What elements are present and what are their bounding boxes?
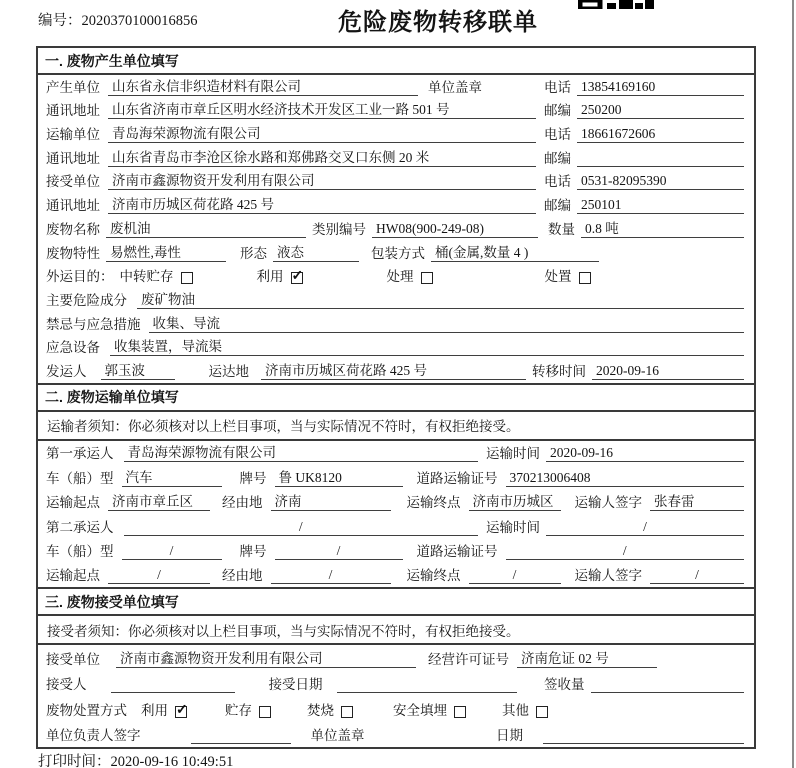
- trait-label: 废物特性: [46, 245, 100, 261]
- checkbox-label: 其他: [502, 702, 529, 718]
- checkbox-label: 贮存: [225, 702, 252, 718]
- checkbox-icon: [181, 272, 193, 284]
- row-first-carrier: [38, 441, 754, 465]
- form-label: 形态: [240, 245, 267, 261]
- first-carrier-label: 第一承运人: [46, 446, 114, 462]
- row-receiving-unit: [38, 645, 754, 671]
- signed-amount-value: [591, 692, 745, 693]
- consignor-label: 发运人: [46, 363, 87, 379]
- row-receiving-person: [38, 671, 754, 697]
- first-carrier-sign-value: 张春雷: [650, 490, 744, 511]
- unit-seal-label: 单位盖章: [310, 728, 365, 744]
- row-waste-trait: [38, 241, 754, 265]
- option-utilize: [141, 699, 187, 719]
- packing-value: 桶(金属,数量 4 ): [431, 241, 599, 262]
- destination-value: 济南市历城区荷花路 425 号: [261, 359, 526, 380]
- second-transport-time-field: [486, 516, 744, 536]
- disposal-label: 废物处置方式: [46, 702, 127, 718]
- transfer-manifest-form: [36, 46, 756, 749]
- first-road-license-value: 370213006408: [506, 470, 745, 487]
- section-transport-header: 二. 废物运输单位填写: [38, 383, 754, 412]
- hazard-value: 废矿物油: [137, 288, 744, 309]
- row-disposal-method: [38, 696, 754, 722]
- row-taboo-measures: [38, 312, 754, 336]
- receiver-zip-value: 250101: [577, 197, 744, 214]
- road-license-label: 道路运输证号: [416, 470, 498, 486]
- first-carrier-value: 青岛海荣源物流有限公司: [124, 441, 479, 462]
- option-transit-storage: [120, 265, 193, 285]
- receiver-unit-value: 济南市鑫源物资开发利用有限公司: [108, 169, 536, 190]
- receiving-unit-value: 济南市鑫源物资开发利用有限公司: [116, 647, 416, 668]
- receiving-person-value: [111, 692, 235, 693]
- permit-label: 经营许可证号: [428, 651, 509, 667]
- row-first-vehicle: [38, 465, 754, 489]
- receiver-address-value: 济南市历城区荷花路 425 号: [108, 193, 536, 214]
- zip-label: 邮编: [544, 198, 571, 214]
- sign-date-field: [496, 724, 744, 744]
- option-utilize: [257, 265, 303, 285]
- receiver-phone-field: [544, 170, 744, 190]
- destination-label: 运达地: [208, 363, 249, 379]
- receiver-notice-text: 你必须核对以上栏目事项，当与实际情况不符时，有权拒绝接受。: [128, 623, 520, 639]
- checkbox-label: 焚烧: [307, 702, 334, 718]
- transport-notice: [38, 412, 754, 441]
- carrier-sign-label: 运输人签字: [574, 495, 642, 511]
- consignor-value: 郭玉波: [101, 359, 175, 380]
- address-label: 通讯地址: [46, 198, 100, 214]
- first-via-value: 济南: [271, 490, 391, 511]
- second-via-value: /: [271, 567, 391, 584]
- receiving-person-label: 接受人: [46, 677, 87, 693]
- trait-value: 易燃性,毒性: [106, 241, 226, 262]
- plate-label: 牌号: [239, 543, 267, 559]
- checkbox-icon: [579, 272, 591, 284]
- equipment-label: 应急设备: [46, 340, 100, 356]
- option-landfill: [393, 699, 466, 719]
- zip-label: 邮编: [544, 150, 571, 166]
- producer-zip-field: [544, 99, 744, 119]
- endpoint-label: 运输终点: [406, 568, 461, 584]
- receiving-date-label: 接受日期: [268, 677, 323, 693]
- first-vehicle-value: 汽车: [122, 466, 222, 487]
- print-time: [38, 750, 233, 768]
- transporter-address-value: 山东省青岛市李沧区徐水路和郑佛路交叉口东侧 20 米: [108, 146, 536, 167]
- first-endpoint-value: 济南市历城区: [469, 490, 561, 511]
- taboo-label: 禁忌与应急措施: [46, 316, 141, 332]
- endpoint-label: 运输终点: [406, 495, 461, 511]
- zip-label: 邮编: [544, 103, 571, 119]
- first-plate-value: 鲁 UK8120: [275, 466, 403, 487]
- packing-label: 包装方式: [371, 245, 425, 261]
- hazard-label: 主要危险成分: [46, 292, 127, 308]
- category-label: 类别编号: [312, 221, 366, 237]
- checkbox-label: 利用: [256, 269, 284, 285]
- checkbox-icon: [341, 706, 353, 718]
- checkbox-icon: [259, 706, 271, 718]
- row-transporter-address: [38, 146, 754, 170]
- vehicle-label: 车（船）型: [46, 470, 114, 486]
- phone-label: 电话: [544, 174, 571, 190]
- second-plate-value: /: [275, 543, 403, 560]
- sign-date-label: 日期: [496, 728, 523, 744]
- checkbox-label: 中转贮存: [119, 269, 174, 285]
- transport-notice-text: 你必须核对以上栏目事项，当与实际情况不符时，有权拒绝接受。: [128, 419, 520, 435]
- transport-notice-label: 运输者须知：: [47, 419, 128, 435]
- producer-zip-value: 250200: [577, 102, 744, 119]
- second-carrier-sign-value: /: [650, 567, 744, 584]
- receiver-zip-field: [544, 194, 744, 214]
- phone-label: 电话: [544, 79, 571, 95]
- checkbox-icon: [291, 272, 303, 284]
- row-second-carrier: [38, 514, 754, 538]
- receiver-unit-label: 接受单位: [46, 174, 100, 190]
- transfer-time-value: 2020-09-16: [592, 363, 744, 380]
- doc-number-value: 2020370100016856: [81, 13, 198, 29]
- section-receiver-header: 三. 废物接受单位填写: [38, 587, 754, 616]
- option-incinerate: [307, 699, 353, 719]
- address-label: 通讯地址: [46, 103, 100, 119]
- row-first-route: [38, 490, 754, 514]
- checkbox-icon: [175, 706, 187, 718]
- print-time-value: 2020-09-16 10:49:51: [110, 754, 234, 768]
- checkbox-label: 安全填埋: [393, 702, 447, 718]
- checkbox-label: 利用: [141, 702, 168, 718]
- page-title: 危险废物转移联单: [338, 9, 538, 36]
- transport-time-label: 运输时间: [486, 519, 540, 535]
- section-producer-header: 一. 废物产生单位填写: [38, 48, 754, 75]
- checkbox-icon: [421, 272, 433, 284]
- page-right-edge: [792, 0, 794, 768]
- row-emergency-equipment: [38, 336, 754, 360]
- row-second-vehicle: [38, 539, 754, 563]
- form-value: 液态: [273, 241, 359, 262]
- vehicle-label: 车（船）型: [46, 543, 114, 559]
- receiver-notice-label: 接受者须知：: [47, 623, 128, 639]
- via-label: 经由地: [222, 495, 263, 511]
- transporter-phone-field: [544, 123, 744, 143]
- quantity-value: 0.8 吨: [581, 217, 744, 238]
- sign-date-value: [543, 743, 744, 744]
- option-storage: [225, 699, 271, 719]
- first-transport-time-value: 2020-09-16: [546, 445, 744, 462]
- receiver-phone-value: 0531-82095390: [577, 173, 744, 190]
- second-endpoint-value: /: [469, 567, 561, 584]
- row-transfer-purpose: [38, 265, 754, 289]
- print-time-label: 打印时间：: [38, 754, 111, 768]
- row-producer-unit: [38, 75, 754, 99]
- road-license-label: 道路运输证号: [416, 543, 498, 559]
- row-receiver-unit: [38, 170, 754, 194]
- checkbox-icon: [536, 706, 548, 718]
- row-hazard-component: [38, 288, 754, 312]
- transporter-phone-value: 18661672606: [577, 126, 744, 143]
- transporter-zip-value: [577, 166, 744, 167]
- row-receiver-address: [38, 193, 754, 217]
- signed-amount-field: [544, 673, 744, 693]
- second-carrier-label: 第二承运人: [46, 519, 114, 535]
- category-value: HW08(900-249-08): [372, 221, 538, 238]
- origin-label: 运输起点: [46, 495, 100, 511]
- row-second-route: [38, 563, 754, 587]
- option-other: [502, 699, 548, 719]
- section-receiver: [38, 587, 754, 747]
- equipment-value: 收集装置，导流渠: [110, 335, 744, 356]
- second-origin-value: /: [108, 567, 210, 584]
- row-manager-sign: [38, 722, 754, 748]
- transfer-time-label: 转移时间: [532, 363, 586, 379]
- row-consignor: [38, 359, 754, 383]
- receiving-unit-label: 接受单位: [46, 651, 100, 667]
- option-dispose: [545, 265, 591, 285]
- purpose-label: 外运目的：: [46, 269, 114, 285]
- checkbox-label: 处置: [544, 269, 572, 285]
- manager-sign-label: 单位负责人签字: [46, 728, 141, 744]
- doc-number-label: 编号：: [38, 13, 82, 29]
- quantity-label: 数量: [548, 221, 575, 237]
- producer-phone-value: 13854169160: [577, 79, 744, 96]
- receiving-date-value: [337, 692, 517, 693]
- unit-seal-label: 单位盖章: [428, 79, 482, 95]
- qr-code-fragment: [578, 0, 654, 9]
- row-transport-unit: [38, 122, 754, 146]
- second-carrier-value: /: [124, 519, 479, 536]
- producer-unit-label: 产生单位: [46, 79, 100, 95]
- manager-sign-value: [191, 743, 291, 744]
- producer-unit-value: 山东省永信非织造材料有限公司: [108, 75, 418, 96]
- receiver-notice: [38, 616, 754, 645]
- first-transport-time-field: [486, 442, 744, 462]
- first-origin-value: 济南市章丘区: [108, 490, 210, 511]
- taboo-value: 收集、导流: [149, 312, 745, 333]
- plate-label: 牌号: [239, 470, 267, 486]
- waste-name-label: 废物名称: [46, 221, 100, 237]
- second-vehicle-value: /: [122, 543, 222, 560]
- transport-unit-value: 青岛海荣源物流有限公司: [108, 122, 536, 143]
- via-label: 经由地: [222, 568, 263, 584]
- carrier-sign-label: 运输人签字: [574, 568, 642, 584]
- phone-label: 电话: [544, 127, 571, 143]
- waste-name-value: 废机油: [106, 217, 306, 238]
- row-waste-name: [38, 217, 754, 241]
- address-label: 通讯地址: [46, 150, 100, 166]
- producer-phone-field: [544, 76, 744, 96]
- checkbox-icon: [454, 706, 466, 718]
- transfer-time-field: [532, 360, 744, 380]
- origin-label: 运输起点: [46, 568, 100, 584]
- transporter-zip-field: [544, 147, 744, 167]
- signed-amount-label: 签收量: [544, 677, 585, 693]
- transport-time-label: 运输时间: [486, 446, 540, 462]
- checkbox-label: 处理: [386, 269, 414, 285]
- section-transport: [38, 383, 754, 587]
- second-transport-time-value: /: [546, 519, 744, 536]
- option-treat: [387, 265, 433, 285]
- section-producer: [38, 48, 754, 383]
- transport-unit-label: 运输单位: [46, 127, 100, 143]
- second-road-license-value: /: [506, 543, 745, 560]
- permit-value: 济南危证 02 号: [517, 647, 657, 668]
- row-producer-address: [38, 99, 754, 123]
- producer-address-value: 山东省济南市章丘区明水经济技术开发区工业一路 501 号: [108, 98, 536, 119]
